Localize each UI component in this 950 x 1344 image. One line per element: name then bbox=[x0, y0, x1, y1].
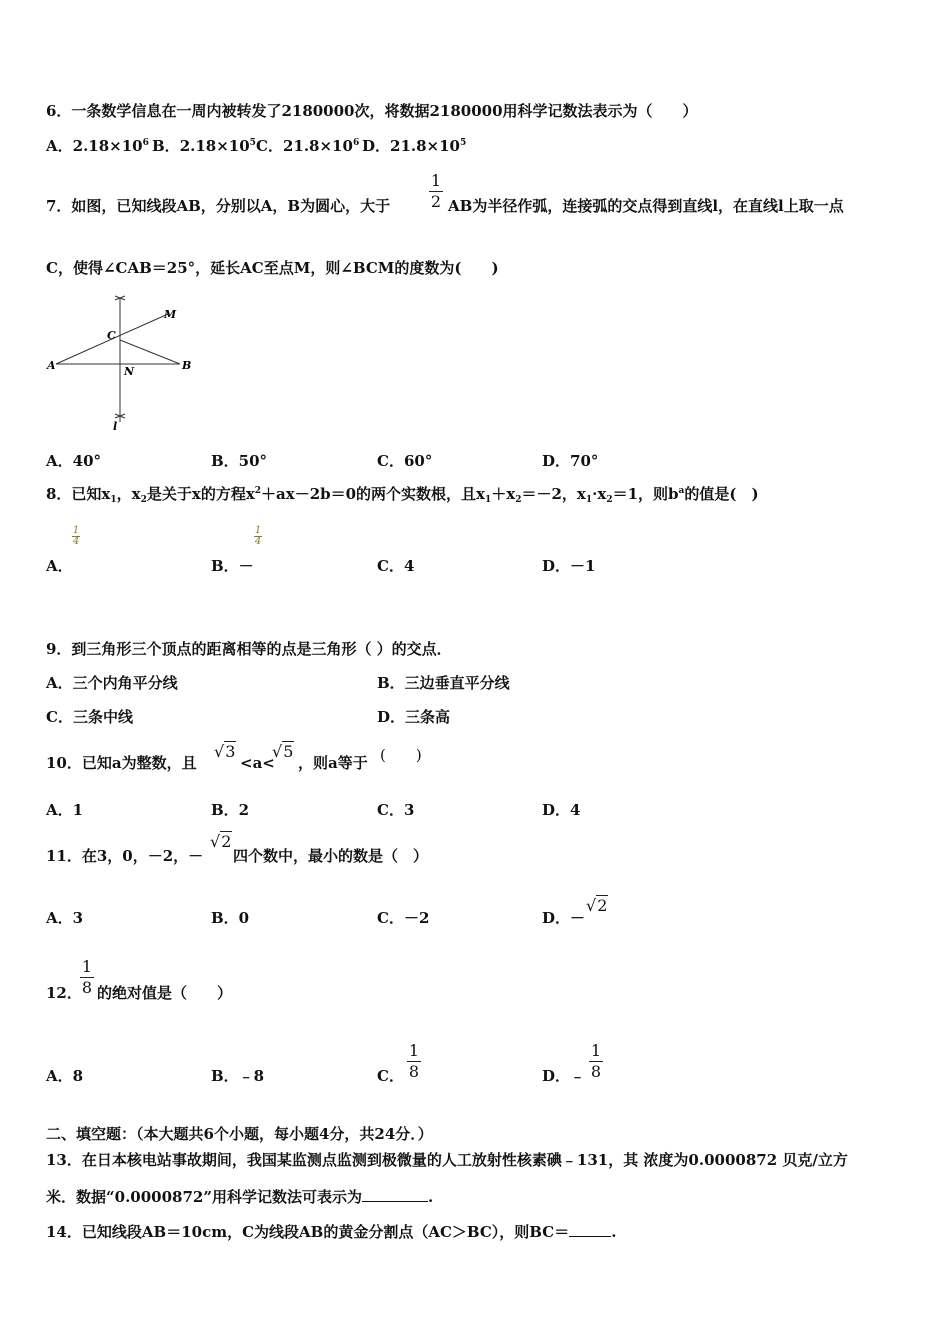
q10-option-c: C．3 bbox=[377, 801, 415, 819]
q11-option-b: B．0 bbox=[211, 909, 250, 927]
q8-option-a: A． bbox=[46, 557, 73, 575]
q9-stem: 9．到三角形三个顶点的距离相等的点是三角形（ ）的交点． bbox=[46, 640, 452, 658]
q14-answer-blank[interactable] bbox=[569, 1222, 611, 1237]
q7-option-c: C．60° bbox=[377, 452, 433, 470]
q7-fraction bbox=[429, 172, 443, 211]
q10-stem-part2: <a< bbox=[240, 754, 275, 772]
q6-option-d: D．$21.8\times 10^5$ bbox=[362, 137, 467, 155]
q12-option-b: B．﹣8 bbox=[211, 1067, 265, 1085]
q9-option-b: B．三边垂直平分线 bbox=[377, 674, 510, 692]
q10-sqrt-3: √3 bbox=[214, 742, 236, 761]
q10-sqrt-5: √5 bbox=[272, 742, 294, 761]
section-2-heading: 二、填空题：（本大题共6个小题，每小题4分，共24分．） bbox=[46, 1125, 433, 1143]
q7-fig-label-n: N bbox=[124, 365, 135, 378]
q7-frac-den: 2 bbox=[430, 192, 442, 211]
q7-fig-label-l: l bbox=[113, 420, 118, 433]
q8-option-c: C．4 bbox=[377, 557, 415, 575]
q7-stem-part3: C，使得∠CAB＝25°，延长AC至点M，则∠BCM的度数为( ) bbox=[46, 259, 499, 277]
q10-option-b: B．2 bbox=[211, 801, 250, 819]
q8-option-b-fraction: 1 4 bbox=[254, 525, 262, 547]
q11-option-a: A．3 bbox=[46, 909, 84, 927]
q9-option-a: A．三个内角平分线 bbox=[46, 674, 178, 692]
q12-option-a: A．8 bbox=[46, 1067, 84, 1085]
q7-option-a: A．40° bbox=[46, 452, 102, 470]
q8-option-a-fraction: 1 4 bbox=[72, 525, 80, 547]
q12-option-c-label: C． bbox=[377, 1067, 404, 1085]
q11-option-d-sqrt: √2 bbox=[586, 896, 608, 915]
q7-figure bbox=[44, 292, 204, 436]
q13-line1: 13．在日本核电站事故期间，我国某监测点监测到极微量的人工放射性核素碘﹣131，其 浓度为0.0000872 贝克/立方 bbox=[46, 1151, 848, 1169]
q10-paren: ( ) bbox=[380, 746, 422, 764]
q11-stem-part1: 11．在3，0，－2，－ bbox=[46, 847, 204, 865]
q12-fraction: 1 8 bbox=[81, 957, 93, 997]
q13-line2: 米．数据“0.0000872”用科学记数法可表示为 . bbox=[46, 1188, 434, 1206]
q6-option-c: C．$21.8\times 10^6$ bbox=[256, 137, 360, 155]
q13-answer-blank[interactable] bbox=[362, 1187, 428, 1202]
q8-option-b: B．－ bbox=[211, 557, 254, 575]
q12-option-d-fraction: 1 8 bbox=[590, 1041, 602, 1081]
q14-stem: 14．已知线段AB＝10cm，C为线段AB的黄金分割点（AC＞BC），则BC＝ . bbox=[46, 1223, 617, 1241]
q6-stem: 6．一条数学信息在一周内被转发了2180000次，将数据2180000用科学记数法表示为（ ） bbox=[46, 102, 698, 120]
q10-option-a: A．1 bbox=[46, 801, 84, 819]
q9-option-d: D．三条高 bbox=[377, 708, 451, 726]
q8-stem: 8．已知$x_1$，$x_2$是关于x的方程$x^2+ax-2b=0$的两个实数根，且$x_1+x_2=-2$，$x_1\cdot x_2=1$，则$b^a$的值是( ) bbox=[46, 485, 759, 505]
q6-option-b: B．$2.18\times 10^5$ bbox=[152, 137, 256, 155]
q8-option-d: D．－1 bbox=[542, 557, 596, 575]
q12-option-c-fraction: 1 8 bbox=[408, 1041, 420, 1081]
q11-stem-part2: 四个数中，最小的数是（ ） bbox=[233, 847, 429, 865]
q9-option-c: C．三条中线 bbox=[46, 708, 133, 726]
q12-number: 12． bbox=[46, 984, 82, 1002]
q12-option-d-label: D．﹣ bbox=[542, 1067, 586, 1085]
q7-stem-part2: AB为半径作弧，连接弧的交点得到直线l，在直线l上取一点 bbox=[448, 197, 844, 215]
q11-option-d: D．－ bbox=[542, 909, 586, 927]
q10-stem-part1: 10．已知a为整数，且 bbox=[46, 754, 197, 772]
q12-stem: 的绝对值是（ ） bbox=[97, 984, 233, 1002]
q6-option-a: A．$2.18\times 10^6$ bbox=[46, 137, 149, 155]
q11-option-c: C．－2 bbox=[377, 909, 430, 927]
q11-sqrt-2: √2 bbox=[210, 832, 232, 851]
q7-fig-label-c: C bbox=[107, 329, 116, 342]
q10-stem-part3: ，则a等于 bbox=[298, 754, 368, 772]
q7-fig-label-b: B bbox=[182, 359, 192, 372]
q7-fig-label-a: A bbox=[47, 359, 56, 372]
q7-frac-num: 1 bbox=[430, 171, 442, 190]
q7-fig-label-m: M bbox=[164, 308, 177, 321]
q7-stem-part1: 7．如图，已知线段AB，分别以A，B为圆心，大于 bbox=[46, 197, 391, 215]
q7-option-d: D．70° bbox=[542, 452, 599, 470]
q10-option-d: D．4 bbox=[542, 801, 581, 819]
q7-option-b: B．50° bbox=[211, 452, 268, 470]
